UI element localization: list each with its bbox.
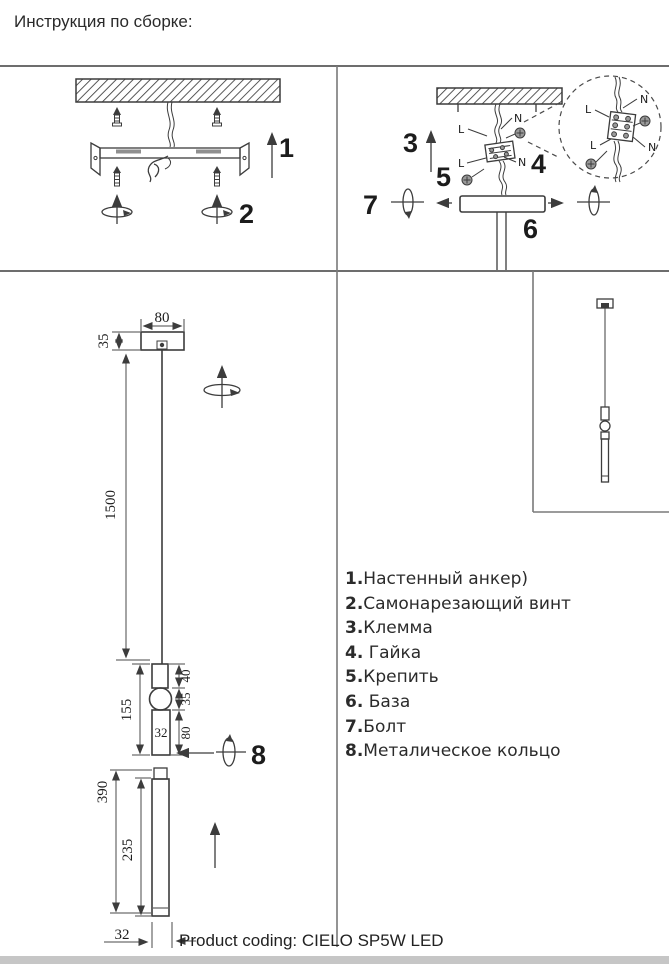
wire-to-base — [499, 161, 507, 195]
part-number: 6. — [345, 691, 364, 712]
ceiling-hatch — [437, 88, 562, 104]
part-name: Клемма — [363, 618, 433, 639]
svg-text:35: 35 — [178, 692, 193, 706]
scan-edge — [0, 956, 669, 964]
step-5-label: 5 — [436, 162, 452, 192]
dim-canopy-width — [141, 310, 184, 331]
part-item — [345, 616, 571, 641]
part-name: Металическое кольцо — [363, 741, 561, 762]
screw-head-icon — [462, 169, 484, 185]
part-number: 7. — [345, 716, 364, 737]
part-number: 4. — [345, 642, 364, 663]
panel-assembled-lamp — [597, 299, 613, 482]
svg-text:1500: 1500 — [103, 490, 119, 520]
dim-tube-body — [120, 778, 151, 916]
step-7-label: 7 — [363, 190, 379, 220]
part-number: 8. — [345, 741, 364, 762]
wire-l-label: L — [458, 157, 465, 170]
panel-bracket-mounting — [76, 79, 294, 229]
screw-head-icon — [586, 151, 607, 169]
part-item — [345, 665, 571, 690]
screw-icon — [113, 166, 121, 186]
wire-l-label: L — [590, 139, 597, 152]
part-number: 5. — [345, 667, 364, 688]
screw-head-icon — [506, 128, 525, 138]
svg-text:80: 80 — [178, 726, 193, 740]
terminal-block-detail — [608, 112, 636, 142]
step-8-label: 8 — [251, 740, 267, 770]
screw-icon — [213, 166, 221, 186]
svg-text:80: 80 — [154, 310, 170, 326]
part-item — [345, 592, 571, 617]
step-3-label: 3 — [403, 128, 419, 158]
dim-holder-right — [169, 664, 193, 755]
rotate-arrow-icon — [204, 367, 240, 408]
wire-n-label: N — [640, 93, 649, 106]
rotate-arrow-icon — [391, 189, 452, 219]
rotate-arrow-icon — [202, 196, 232, 224]
part-name: Гайка — [363, 642, 422, 663]
part-number: 1. — [345, 569, 364, 589]
svg-text:235: 235 — [120, 838, 136, 862]
svg-text:155: 155 — [119, 698, 135, 722]
part-name: Самонарезающий винт — [363, 593, 571, 614]
part-name: Настенный анкер) — [363, 569, 528, 589]
wire-n-label: N — [518, 156, 527, 169]
rotate-arrow-icon — [548, 185, 610, 215]
rotate-arrow-icon — [102, 196, 132, 224]
part-name: Болт — [363, 716, 407, 737]
wire-n-label: N — [514, 112, 523, 125]
dim-canopy-height — [96, 332, 140, 350]
product-coding: Product coding: CIELO SP5W LED — [179, 931, 444, 950]
part-name: Крепить — [363, 667, 439, 688]
holder-ball — [150, 688, 172, 710]
ceiling-hatch — [76, 79, 280, 102]
tube-cap — [154, 768, 167, 779]
holder-top — [152, 664, 168, 688]
svg-text:32: 32 — [114, 927, 130, 943]
part-number: 3. — [345, 618, 364, 639]
wire-l-label: L — [585, 103, 592, 116]
page-title: Инструкция по сборке: — [14, 12, 193, 31]
step-1-label: 1 — [279, 133, 295, 163]
step-6-label: 6 — [523, 214, 539, 244]
anchor-icon — [113, 107, 122, 126]
parts-list — [345, 567, 571, 764]
svg-text:35: 35 — [96, 333, 112, 349]
part-item — [345, 567, 571, 592]
panel-frame — [0, 66, 669, 947]
step-2-label: 2 — [239, 199, 255, 229]
dim-holder-width: 32 — [154, 725, 168, 740]
dim-cable-length — [103, 355, 150, 660]
panel-wiring — [363, 76, 661, 270]
part-item — [345, 690, 571, 715]
wire-l-label: L — [458, 123, 465, 136]
wire-n-label: N — [648, 141, 657, 154]
panel-dimension-drawing — [95, 310, 266, 948]
svg-text:40: 40 — [178, 669, 193, 683]
step-4-label: 4 — [531, 149, 547, 179]
part-item — [345, 739, 571, 764]
supply-wires — [495, 104, 502, 143]
tube — [152, 779, 169, 916]
part-number: 2. — [345, 593, 364, 614]
base-canopy — [460, 196, 545, 212]
twisted-wires — [148, 156, 170, 182]
ceiling-cable — [167, 102, 174, 147]
terminal-block — [485, 141, 515, 162]
svg-text:390: 390 — [95, 780, 111, 804]
part-item — [345, 641, 571, 666]
part-name: База — [363, 691, 411, 712]
part-item — [345, 715, 571, 740]
dim-holder-total — [119, 664, 150, 755]
anchor-icon — [213, 107, 222, 126]
